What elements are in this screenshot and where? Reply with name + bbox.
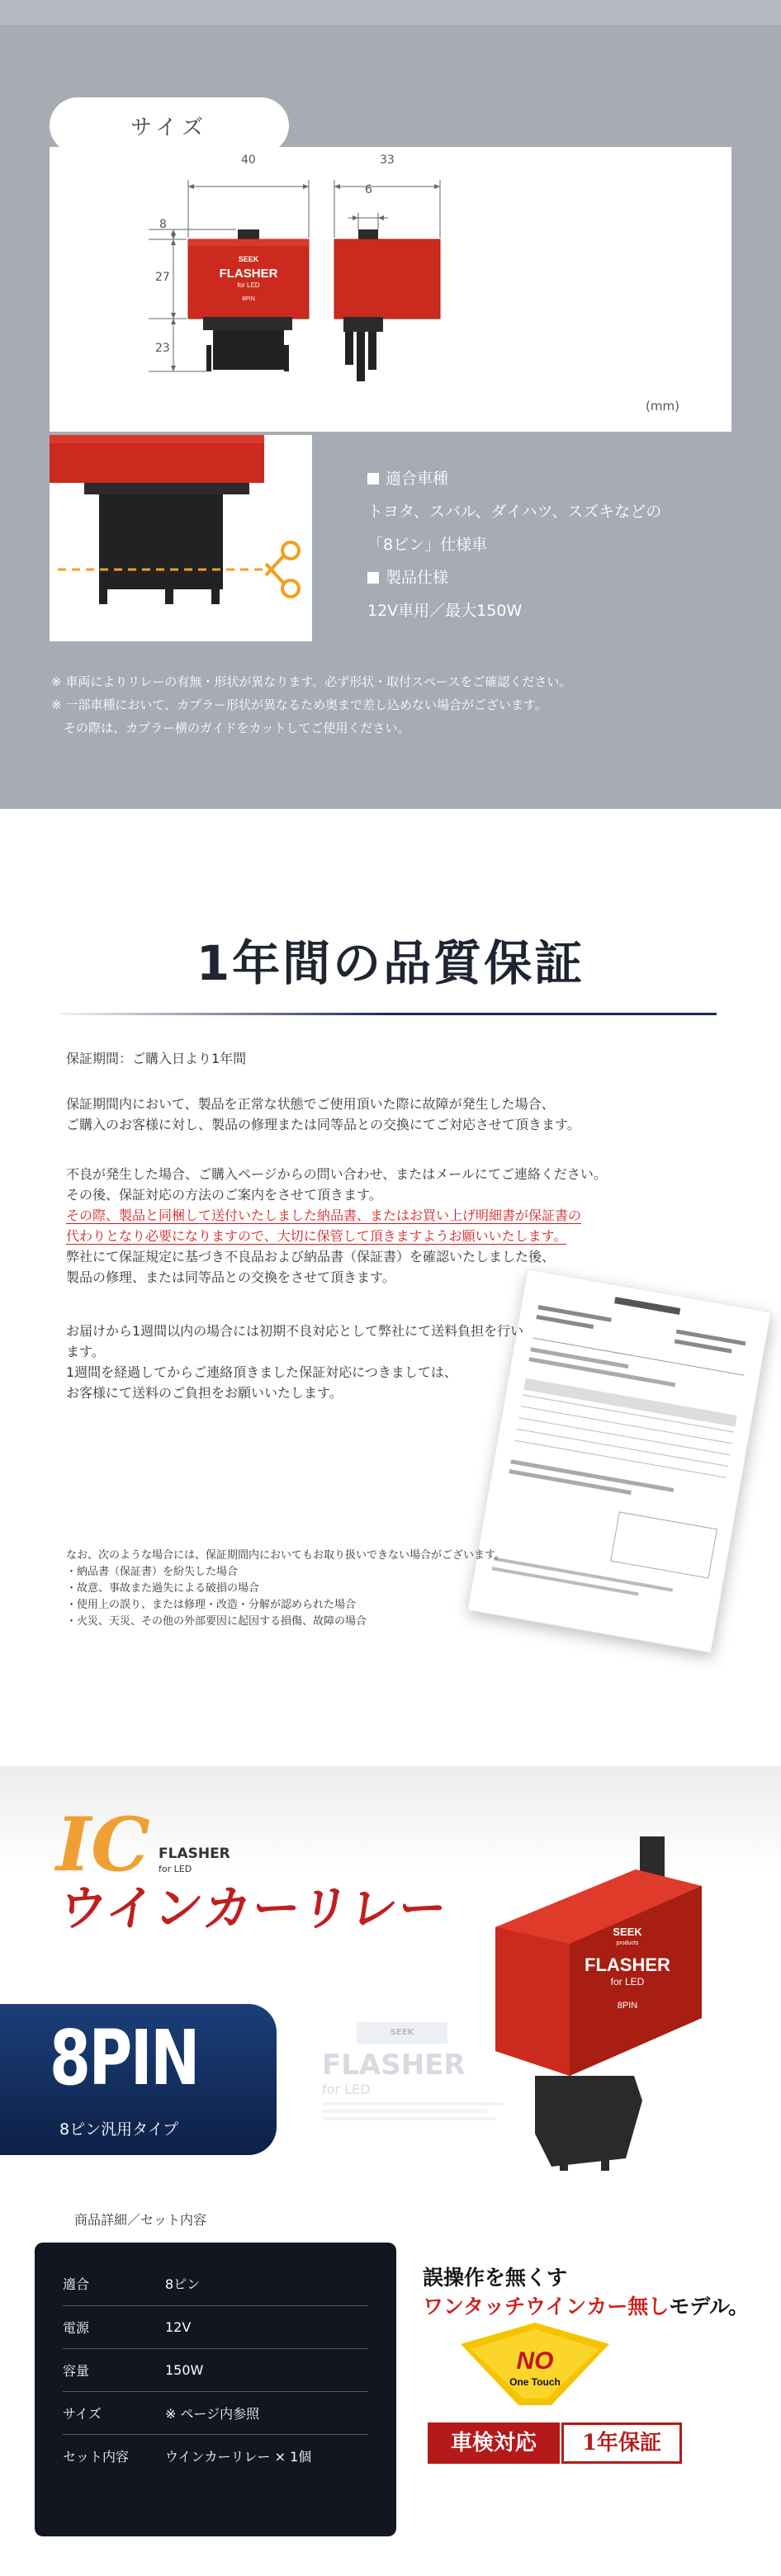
spec-text: 「8ピン」仕様車 xyxy=(367,536,488,554)
pin-count-text: 8PIN xyxy=(50,2014,198,2102)
table-value: 12V xyxy=(165,2305,368,2348)
exclusion-item: ・納品書（保証書）を紛失した場合 xyxy=(66,1566,239,1578)
product-title: ウインカーリレー xyxy=(54,1880,452,1936)
table-key: 電源 xyxy=(63,2305,165,2348)
table-key: セット内容 xyxy=(63,2448,130,2465)
highlight-line: その際、製品と同梱して送付いたしました納品書、またはお買い上げ明細書が保証書の xyxy=(66,1208,582,1223)
cut-guide-illustration xyxy=(50,435,312,641)
spec-text: 12V車用／最大150W xyxy=(367,602,523,620)
table-row xyxy=(63,2434,368,2477)
top-strip xyxy=(0,0,781,25)
relay-connector-image xyxy=(518,2076,667,2175)
exclusion-intro: なお、次のような場合には、保証期間内においてもお取り扱いできない場合がございます。 xyxy=(66,1549,505,1562)
table-row xyxy=(63,2305,368,2348)
size-heading: サイズ xyxy=(130,115,208,140)
table-value: 150W xyxy=(165,2348,368,2391)
exclusion-item: ・故意、事故また過失による破損の場合 xyxy=(66,1582,260,1595)
table-value: 8ピン xyxy=(165,2262,368,2305)
note-line: ※ 車両によりリレーの有無・形状が異なります。必ず形状・取付スペースをご確認ください。 xyxy=(51,674,572,689)
spec-text: トヨタ、スバル、ダイハツ、スズキなどの xyxy=(367,503,662,521)
spec-row xyxy=(367,561,747,594)
warranty-paragraph-1 xyxy=(66,1094,727,1135)
relay-brand-text: SEEK xyxy=(613,1926,642,1938)
warranty-period: 保証期間：ご購入日より1年間 xyxy=(66,1051,247,1066)
unit-label: (mm) xyxy=(646,399,679,414)
size-notes xyxy=(51,670,745,740)
spec-row xyxy=(367,462,747,495)
warranty-exclusions xyxy=(66,1548,693,1630)
spec-text: 適合車種 xyxy=(386,470,449,488)
ghost-name: FLASHER xyxy=(322,2049,466,2082)
dim-front-width: 40 xyxy=(241,154,256,167)
warranty-paragraph-3 xyxy=(66,1321,528,1403)
spec-row xyxy=(367,528,747,561)
ghost-brand: SEEK xyxy=(357,2022,447,2044)
note-line: ※ 一部車種において、カプラー形状が異なるため奥まで差し込めない場合がございます。 xyxy=(51,697,547,712)
paragraph-line: 弊社にて保証規定に基づき不良品および納品書（保証書）を確認いたしました後、 xyxy=(66,1249,556,1264)
paragraph-line: ご購入のお客様に対し、製品の修理または同等品との交換にてご対応させて頂きます。 xyxy=(66,1117,580,1132)
tagline-black: モデル。 xyxy=(669,2295,750,2318)
table-key: サイズ xyxy=(63,2391,165,2434)
relay-pin-text: 8PIN xyxy=(617,2001,638,2011)
product-detail-label: 商品詳細／セット内容 xyxy=(74,2212,207,2228)
warranty-badge: 1年保証 xyxy=(561,2422,682,2464)
cut-guide-drawing xyxy=(50,435,312,641)
shaken-badge: 車検対応 xyxy=(428,2422,560,2464)
paragraph-line: その後、保証対応の方法のご案内をさせて頂きます。 xyxy=(66,1187,382,1203)
spec-row xyxy=(367,495,747,528)
ic-flasher-label: FLASHER xyxy=(159,1846,230,1862)
dim-side-width: 33 xyxy=(380,154,395,167)
relay-name-text: FLASHER xyxy=(219,267,278,281)
relay-side-view xyxy=(334,229,440,381)
relay-sub-text: for LED xyxy=(610,1976,645,1988)
dim-pin-top: 6 xyxy=(365,183,372,196)
pin-type-text: 8ピン汎用タイプ xyxy=(59,2120,179,2139)
dim-pins-height: 23 xyxy=(155,342,170,355)
warranty-paragraph-2 xyxy=(66,1164,727,1288)
paragraph-line: お届けから1週間以内の場合には初期不良対応として弊社にて送料負担を行います。 xyxy=(66,1323,524,1359)
table-key: 適合 xyxy=(63,2262,165,2305)
tagline-2 xyxy=(423,2290,749,2320)
scissors-icon xyxy=(266,542,299,597)
tagline-1: 誤操作を無くす xyxy=(423,2266,568,2290)
bullet-square-icon xyxy=(367,473,379,484)
dimension-drawing xyxy=(50,147,731,432)
spec-table xyxy=(35,2243,396,2536)
dimension-diagram xyxy=(50,147,731,432)
relay-sub-text: for LED xyxy=(237,281,260,289)
paragraph-line: 不良が発生した場合、ご購入ページからの問い合わせ、またはメールにてご連絡ください。 xyxy=(66,1166,607,1182)
no-text: NO xyxy=(516,2347,554,2375)
table-value: ※ ページ内参照 xyxy=(165,2391,368,2434)
exclusion-item: ・火災、天災、その他の外部要因に起因する損傷、故障の場合 xyxy=(66,1615,367,1628)
one-touch-text: One Touch xyxy=(509,2376,561,2388)
dim-body-height: 27 xyxy=(155,271,170,284)
table-row xyxy=(63,2391,368,2434)
note-line: その際は、カプラー横のガイドをカットしてご使用ください。 xyxy=(51,721,410,735)
tagline-red: ワンタッチウインカー無し xyxy=(423,2295,670,2318)
bullet-square-icon xyxy=(367,572,379,584)
relay-name-text: FLASHER xyxy=(585,1954,670,1975)
dim-top: 8 xyxy=(159,218,167,231)
size-heading-pill xyxy=(50,97,289,154)
warranty-title: 1年間の品質保証 xyxy=(196,935,585,991)
table-value: ウインカーリレー × 1個 xyxy=(165,2448,312,2465)
paragraph-line: 製品の修理、または同等品との交換をさせて頂きます。 xyxy=(66,1269,395,1285)
table-key: 容量 xyxy=(63,2348,165,2391)
spec-list xyxy=(367,462,747,627)
ghost-watermark xyxy=(322,2022,520,2120)
table-row xyxy=(63,2262,368,2305)
ic-logo: IC xyxy=(56,1801,150,1888)
exclusion-item: ・使用上の誤り、または修理・改造・分解が認められた場合 xyxy=(66,1599,357,1611)
highlight-line: 代わりとなり必要になりますので、大切に保管して頂きますようお願いいたします。 xyxy=(66,1228,567,1244)
spec-row xyxy=(367,594,747,627)
ghost-sub: for LED xyxy=(322,2082,371,2097)
title-underline xyxy=(59,1013,717,1015)
paragraph-line: 保証期間内において、製品を正常な状態でご使用頂いた際に故障が発生した場合、 xyxy=(66,1096,555,1112)
paragraph-line: 1週間を経過してからご連絡頂きました保証対応につきましては、 xyxy=(66,1364,457,1380)
paragraph-line: お客様にて送料のご負担をお願いいたします。 xyxy=(66,1385,343,1401)
relay-brand-sub-text: products xyxy=(616,1940,639,1946)
table-row xyxy=(63,2348,368,2391)
relay-pin-text: 8PIN xyxy=(242,296,255,302)
no-one-touch-icon xyxy=(452,2319,618,2410)
relay-brand-text: SEEK xyxy=(238,255,259,263)
spec-text: 製品仕様 xyxy=(386,569,449,587)
ic-forled-label: for LED xyxy=(159,1864,192,1874)
